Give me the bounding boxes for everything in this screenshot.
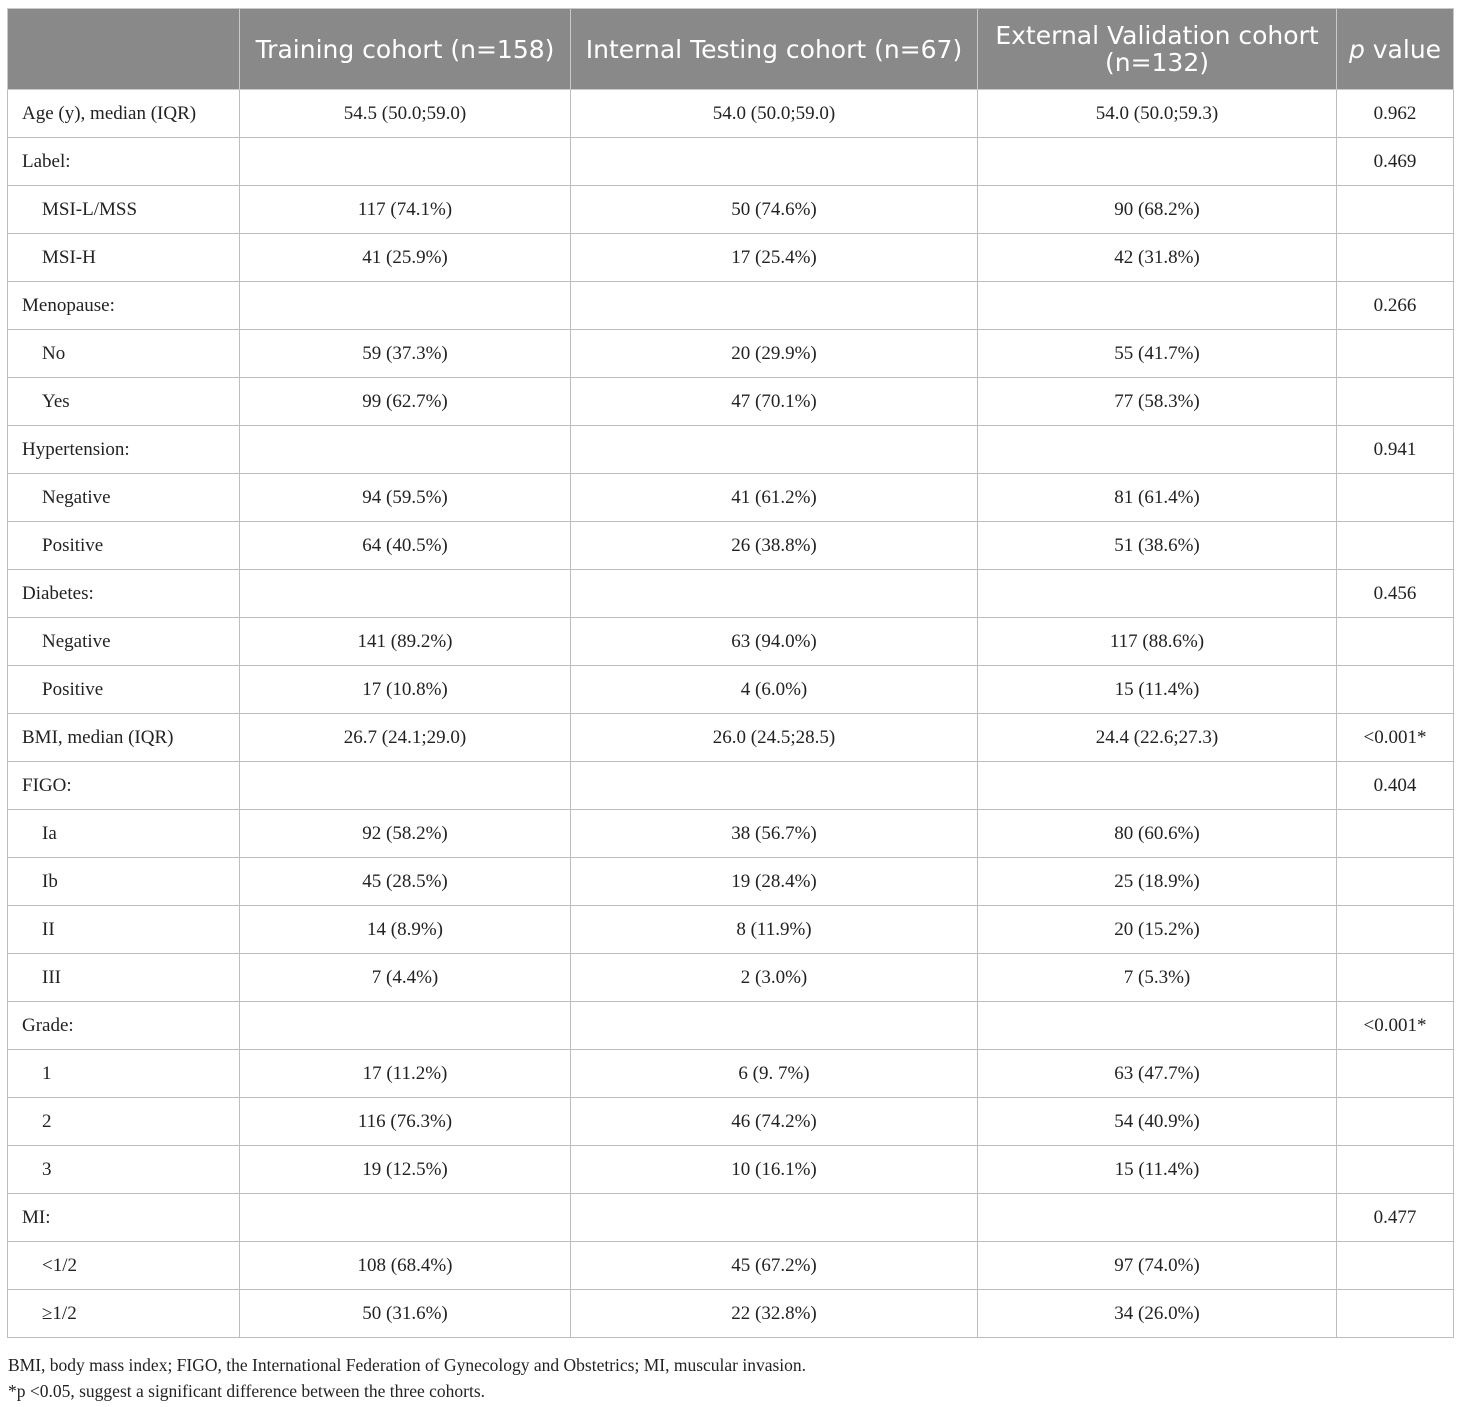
cell-p-value: <0.001*: [1337, 1002, 1454, 1050]
row-label: Ia: [8, 810, 240, 858]
cell-external-validation: 25 (18.9%): [978, 858, 1337, 906]
cell-external-validation: [978, 138, 1337, 186]
cell-internal-testing: 38 (56.7%): [571, 810, 978, 858]
cell-internal-testing: 63 (94.0%): [571, 618, 978, 666]
table-row: [8, 90, 1454, 138]
table-header: [8, 9, 1454, 90]
cell-p-value: [1337, 474, 1454, 522]
cell-training: [240, 762, 571, 810]
cell-internal-testing: 8 (11.9%): [571, 906, 978, 954]
cell-training: 99 (62.7%): [240, 378, 571, 426]
table-row: [8, 714, 1454, 762]
cell-external-validation: [978, 1194, 1337, 1242]
cell-p-value: [1337, 618, 1454, 666]
table-row: [8, 1194, 1454, 1242]
cell-p-value: 0.469: [1337, 138, 1454, 186]
row-label: No: [8, 330, 240, 378]
row-label: BMI, median (IQR): [8, 714, 240, 762]
cell-training: 54.5 (50.0;59.0): [240, 90, 571, 138]
cell-p-value: 0.404: [1337, 762, 1454, 810]
cell-internal-testing: [571, 282, 978, 330]
cell-training: 108 (68.4%): [240, 1242, 571, 1290]
table-row: [8, 474, 1454, 522]
cell-training: [240, 426, 571, 474]
header-external-line1: External Validation cohort: [995, 21, 1319, 50]
cell-training: 14 (8.9%): [240, 906, 571, 954]
table-row: [8, 186, 1454, 234]
cell-external-validation: [978, 426, 1337, 474]
cell-training: 94 (59.5%): [240, 474, 571, 522]
cell-internal-testing: 2 (3.0%): [571, 954, 978, 1002]
cell-p-value: 0.941: [1337, 426, 1454, 474]
row-label: ≥1/2: [8, 1290, 240, 1338]
header-external-validation-cohort: [978, 9, 1337, 90]
cell-internal-testing: 54.0 (50.0;59.0): [571, 90, 978, 138]
cell-p-value: [1337, 906, 1454, 954]
cell-internal-testing: 22 (32.8%): [571, 1290, 978, 1338]
cell-internal-testing: [571, 762, 978, 810]
cell-training: 59 (37.3%): [240, 330, 571, 378]
cell-internal-testing: 6 (9. 7%): [571, 1050, 978, 1098]
cell-internal-testing: [571, 1002, 978, 1050]
table-row: [8, 810, 1454, 858]
cell-training: 92 (58.2%): [240, 810, 571, 858]
table-row: [8, 1098, 1454, 1146]
cell-p-value: [1337, 810, 1454, 858]
cell-internal-testing: 19 (28.4%): [571, 858, 978, 906]
cell-p-value: [1337, 186, 1454, 234]
row-label: II: [8, 906, 240, 954]
cell-training: 64 (40.5%): [240, 522, 571, 570]
cell-external-validation: [978, 762, 1337, 810]
cell-external-validation: 51 (38.6%): [978, 522, 1337, 570]
table-footnotes: [8, 1352, 806, 1404]
cohort-comparison-table: [7, 8, 1454, 1338]
row-label: Yes: [8, 378, 240, 426]
header-internal-testing-cohort: Internal Testing cohort (n=67): [571, 9, 978, 90]
cell-training: 117 (74.1%): [240, 186, 571, 234]
table-row: [8, 618, 1454, 666]
row-label: MSI-L/MSS: [8, 186, 240, 234]
row-label: Ib: [8, 858, 240, 906]
row-label: Label:: [8, 138, 240, 186]
cell-internal-testing: [571, 570, 978, 618]
cell-internal-testing: [571, 1194, 978, 1242]
footnote-abbreviations: BMI, body mass index; FIGO, the International Federation of Gynecology and Obstetrics; MI, muscular invasion.: [8, 1355, 807, 1375]
table-row: [8, 522, 1454, 570]
table-row: [8, 426, 1454, 474]
cell-p-value: [1337, 954, 1454, 1002]
cell-p-value: [1337, 1290, 1454, 1338]
cell-external-validation: 42 (31.8%): [978, 234, 1337, 282]
cell-internal-testing: [571, 138, 978, 186]
cell-internal-testing: 46 (74.2%): [571, 1098, 978, 1146]
cell-training: 45 (28.5%): [240, 858, 571, 906]
cell-external-validation: 7 (5.3%): [978, 954, 1337, 1002]
cell-external-validation: 20 (15.2%): [978, 906, 1337, 954]
cell-p-value: [1337, 1050, 1454, 1098]
cell-training: 19 (12.5%): [240, 1146, 571, 1194]
cell-internal-testing: 17 (25.4%): [571, 234, 978, 282]
table-row: [8, 762, 1454, 810]
cell-internal-testing: 20 (29.9%): [571, 330, 978, 378]
cell-internal-testing: 10 (16.1%): [571, 1146, 978, 1194]
row-label: Grade:: [8, 1002, 240, 1050]
table-row: [8, 1290, 1454, 1338]
cell-external-validation: [978, 282, 1337, 330]
cell-training: [240, 570, 571, 618]
row-label: Negative: [8, 618, 240, 666]
cell-external-validation: 90 (68.2%): [978, 186, 1337, 234]
header-variable: [8, 9, 240, 90]
table-row: [8, 234, 1454, 282]
cell-p-value: [1337, 234, 1454, 282]
row-label: 1: [8, 1050, 240, 1098]
cell-external-validation: 80 (60.6%): [978, 810, 1337, 858]
cell-internal-testing: 4 (6.0%): [571, 666, 978, 714]
row-label: Diabetes:: [8, 570, 240, 618]
table-row: [8, 666, 1454, 714]
cell-internal-testing: 26 (38.8%): [571, 522, 978, 570]
cell-training: 141 (89.2%): [240, 618, 571, 666]
row-label: Menopause:: [8, 282, 240, 330]
cell-training: 7 (4.4%): [240, 954, 571, 1002]
cell-training: [240, 1002, 571, 1050]
cell-p-value: 0.962: [1337, 90, 1454, 138]
table-row: [8, 906, 1454, 954]
cell-p-value: [1337, 1098, 1454, 1146]
table-row: [8, 138, 1454, 186]
table-container: [7, 8, 1453, 1338]
cell-external-validation: 81 (61.4%): [978, 474, 1337, 522]
table-row: [8, 1242, 1454, 1290]
cell-external-validation: 24.4 (22.6;27.3): [978, 714, 1337, 762]
header-external-line2: (n=132): [1104, 48, 1210, 77]
cell-p-value: 0.477: [1337, 1194, 1454, 1242]
cell-internal-testing: 26.0 (24.5;28.5): [571, 714, 978, 762]
cell-external-validation: [978, 1002, 1337, 1050]
cell-training: [240, 1194, 571, 1242]
row-label: <1/2: [8, 1242, 240, 1290]
row-label: Hypertension:: [8, 426, 240, 474]
cell-p-value: [1337, 858, 1454, 906]
cell-internal-testing: 47 (70.1%): [571, 378, 978, 426]
cell-external-validation: 63 (47.7%): [978, 1050, 1337, 1098]
cell-training: 17 (11.2%): [240, 1050, 571, 1098]
table-row: [8, 282, 1454, 330]
header-p-value: [1337, 9, 1454, 90]
cell-p-value: [1337, 522, 1454, 570]
cell-training: 26.7 (24.1;29.0): [240, 714, 571, 762]
cell-external-validation: 15 (11.4%): [978, 666, 1337, 714]
table-row: [8, 1050, 1454, 1098]
cell-external-validation: 15 (11.4%): [978, 1146, 1337, 1194]
cell-external-validation: [978, 570, 1337, 618]
cell-p-value: 0.266: [1337, 282, 1454, 330]
header-p-rest: value: [1364, 34, 1442, 64]
cell-training: 50 (31.6%): [240, 1290, 571, 1338]
cell-external-validation: 117 (88.6%): [978, 618, 1337, 666]
row-label: FIGO:: [8, 762, 240, 810]
cell-p-value: [1337, 1242, 1454, 1290]
table-body: [8, 90, 1454, 1338]
cell-external-validation: 54.0 (50.0;59.3): [978, 90, 1337, 138]
row-label: MI:: [8, 1194, 240, 1242]
row-label: Positive: [8, 522, 240, 570]
table-row: [8, 1146, 1454, 1194]
header-training-cohort: Training cohort (n=158): [240, 9, 571, 90]
header-p-italic: p: [1348, 34, 1365, 64]
cell-p-value: [1337, 1146, 1454, 1194]
row-label: Positive: [8, 666, 240, 714]
cell-external-validation: 77 (58.3%): [978, 378, 1337, 426]
cell-external-validation: 54 (40.9%): [978, 1098, 1337, 1146]
cell-internal-testing: [571, 426, 978, 474]
row-label: Age (y), median (IQR): [8, 90, 240, 138]
cell-p-value: [1337, 378, 1454, 426]
cell-p-value: 0.456: [1337, 570, 1454, 618]
header-row: [8, 9, 1454, 90]
cell-internal-testing: 45 (67.2%): [571, 1242, 978, 1290]
row-label: MSI-H: [8, 234, 240, 282]
row-label: Negative: [8, 474, 240, 522]
cell-internal-testing: 41 (61.2%): [571, 474, 978, 522]
table-row: [8, 378, 1454, 426]
table-row: [8, 570, 1454, 618]
cell-training: 41 (25.9%): [240, 234, 571, 282]
cell-external-validation: 55 (41.7%): [978, 330, 1337, 378]
footnote-significance: *p <0.05, suggest a significant difference between the three cohorts.: [8, 1381, 486, 1401]
cell-training: [240, 138, 571, 186]
cell-training: 17 (10.8%): [240, 666, 571, 714]
row-label: 2: [8, 1098, 240, 1146]
table-row: [8, 1002, 1454, 1050]
row-label: 3: [8, 1146, 240, 1194]
table-row: [8, 330, 1454, 378]
cell-external-validation: 34 (26.0%): [978, 1290, 1337, 1338]
table-row: [8, 858, 1454, 906]
row-label: III: [8, 954, 240, 1002]
cell-training: [240, 282, 571, 330]
table-row: [8, 954, 1454, 1002]
cell-p-value: <0.001*: [1337, 714, 1454, 762]
cell-p-value: [1337, 666, 1454, 714]
cell-training: 116 (76.3%): [240, 1098, 571, 1146]
cell-external-validation: 97 (74.0%): [978, 1242, 1337, 1290]
cell-p-value: [1337, 330, 1454, 378]
cell-internal-testing: 50 (74.6%): [571, 186, 978, 234]
